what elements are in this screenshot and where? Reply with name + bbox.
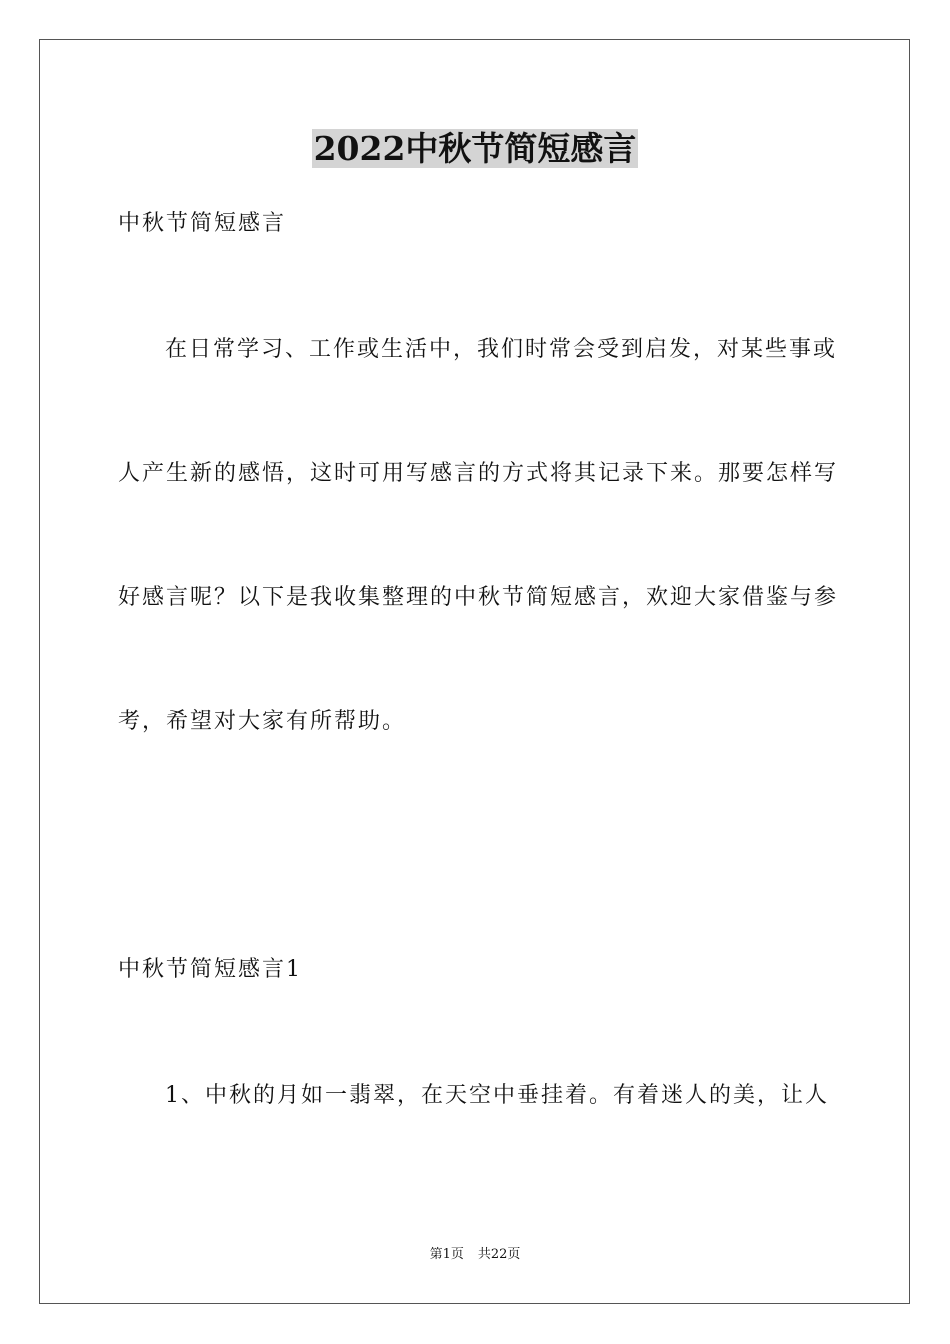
section-heading: 中秋节简短感言 [118, 211, 287, 236]
document-title [0, 124, 950, 174]
intro-line-3: 好感言呢？以下是我收集整理的中秋节简短感言，欢迎大家借鉴与参 [118, 585, 839, 610]
intro-line-2: 人产生新的感悟，这时可用写感言的方式将其记录下来。那要怎样写 [118, 461, 839, 486]
page-number: 第1页 [429, 1247, 464, 1262]
intro-line-1: 在日常学习、工作或生活中，我们时常会受到启发，对某些事或 [165, 337, 838, 362]
item-1-line: 1、中秋的月如一翡翠，在天空中垂挂着。有着迷人的美，让人 [165, 1083, 829, 1108]
page-footer [0, 1246, 950, 1264]
intro-line-4: 考，希望对大家有所帮助。 [118, 709, 407, 734]
page-total: 共22页 [477, 1247, 521, 1262]
subheading-1: 中秋节简短感言1 [118, 957, 302, 982]
document-title-text: 2022中秋节简短感言 [313, 129, 637, 168]
